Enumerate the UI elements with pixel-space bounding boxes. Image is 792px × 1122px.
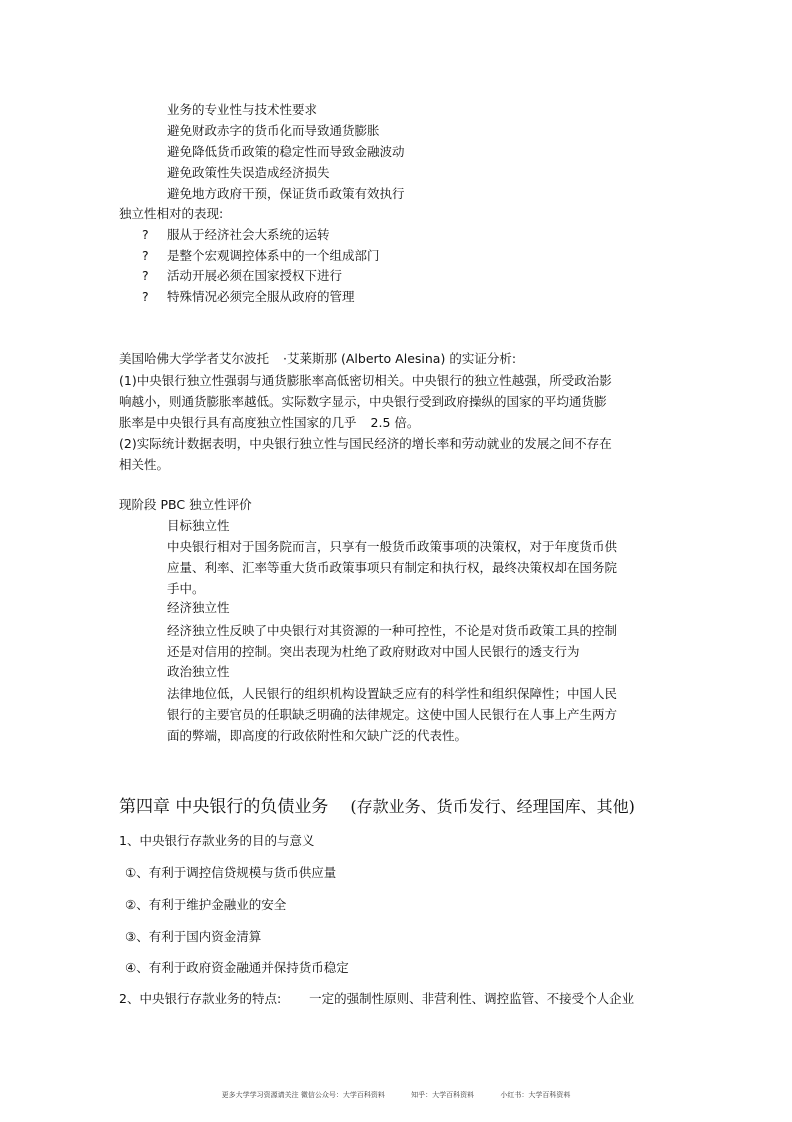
deposit-item: ①、有利于调控信贷规模与货币供应量 [125,865,337,880]
pbc-econ-title: 经济独立性 [167,600,230,615]
study-p1-text: (1)中央银行独立性强弱与通货膨胀率高低密切相关。中央银行的独立性越强，所受政治影响越小，则通货膨胀率越低。实际数字显示，中央银行受到政府操纵的国家的平均通货膨胀率是中央银行具有高度独立性国家的几乎 [119,373,612,430]
study-intro-d: 的实证分析: [449,351,517,366]
goal-item: 避免地方政府干预，保证货币政策有效执行 [167,186,405,201]
goal-item: 避免降低货币政策的稳定性而导致金融波动 [167,144,405,159]
bullet-marker: ? [142,248,149,263]
chapter-subtitle: (存款业务、货币发行、经理国库、其他) [350,797,635,816]
relative-item: 是整个宏观调控体系中的一个组成部门 [167,248,380,263]
study-intro [119,351,516,367]
goal-item: 避免政策性失误造成经济损失 [167,165,330,180]
deposit-question-2 [119,991,634,1007]
goal-item: 业务的专业性与技术性要求 [167,102,318,117]
study-intro-b: ·艾莱斯那 [283,351,337,366]
footer-zhihu: 知乎：大学百科资料 [411,1091,475,1099]
relative-item: 活动开展必须在国家授权下进行 [167,268,343,283]
deposit-item: ④、有利于政府资金融通并保持货币稳定 [125,960,349,975]
pbc-heading: 现阶段 PBC 独立性评价 [119,497,252,512]
study-paragraph-1 [119,370,614,433]
goal-item: 避免财政赤字的货币化而导致通货膨胀 [167,123,380,138]
bullet-marker: ? [142,289,149,304]
deposit-q2-text: 一定的强制性原则、非营利性、调控监管、不接受个人企业 [309,991,635,1006]
study-paragraph-2: (2)实际统计数据表明，中央银行独立性与国民经济的增长率和劳动就业的发展之间不存在相关性。 [119,436,612,472]
deposit-question-1: 1、中央银行存款业务的目的与意义 [119,833,315,848]
study-intro-c: (Alberto Alesina) [340,351,446,366]
chapter-title [119,796,635,818]
pbc-pol-title: 政治独立性 [167,664,230,679]
deposit-item: ③、有利于国内资金清算 [125,929,262,944]
relative-heading: 独立性相对的表现: [119,206,224,221]
study-p1-end: 倍。 [394,415,420,430]
footer-xiaohongshu: 小红书：大学百科资料 [500,1091,571,1099]
bullet-marker: ? [142,268,149,283]
deposit-item: ②、有利于维护金融业的安全 [125,897,287,912]
page-footer [0,1090,792,1100]
pbc-goal-text: 中央银行相对于国务院而言，只享有一般货币政策事项的决策权，对于年度货币供应量、利率、汇率等重大货币政策事项只有制定和执行权，最终决策权却在国务院手中。 [167,539,618,596]
chapter-title-main: 第四章 中央银行的负债业务 [119,797,329,817]
relative-item: 特殊情况必须完全服从政府的管理 [167,289,355,304]
footer-wechat: 更多大学学习资源请关注 微信公众号：大学百科资料 [221,1091,385,1099]
relative-item: 服从于经济社会大系统的运转 [167,227,330,242]
pbc-pol-text: 法律地位低，人民银行的组织机构设置缺乏应有的科学性和组织保障性；中国人民银行的主要官员的任职缺乏明确的法律规定。这使中国人民银行在人事上产生两方面的弊端，即高度的行政依附性和欠缺广泛的代表性。 [167,686,618,743]
bullet-marker: ? [142,227,149,242]
study-p1-number: 2.5 [370,415,391,430]
pbc-goal-title: 目标独立性 [167,518,230,533]
deposit-q2-label: 2、中央银行存款业务的特点: [119,991,282,1006]
study-intro-a: 美国哈佛大学学者艾尔波托 [119,351,270,366]
pbc-econ-text: 经济独立性反映了中央银行对其资源的一种可控性，不论是对货币政策工具的控制还是对信用的控制。突出表现为杜绝了政府财政对中国人民银行的透支行为 [167,623,618,659]
